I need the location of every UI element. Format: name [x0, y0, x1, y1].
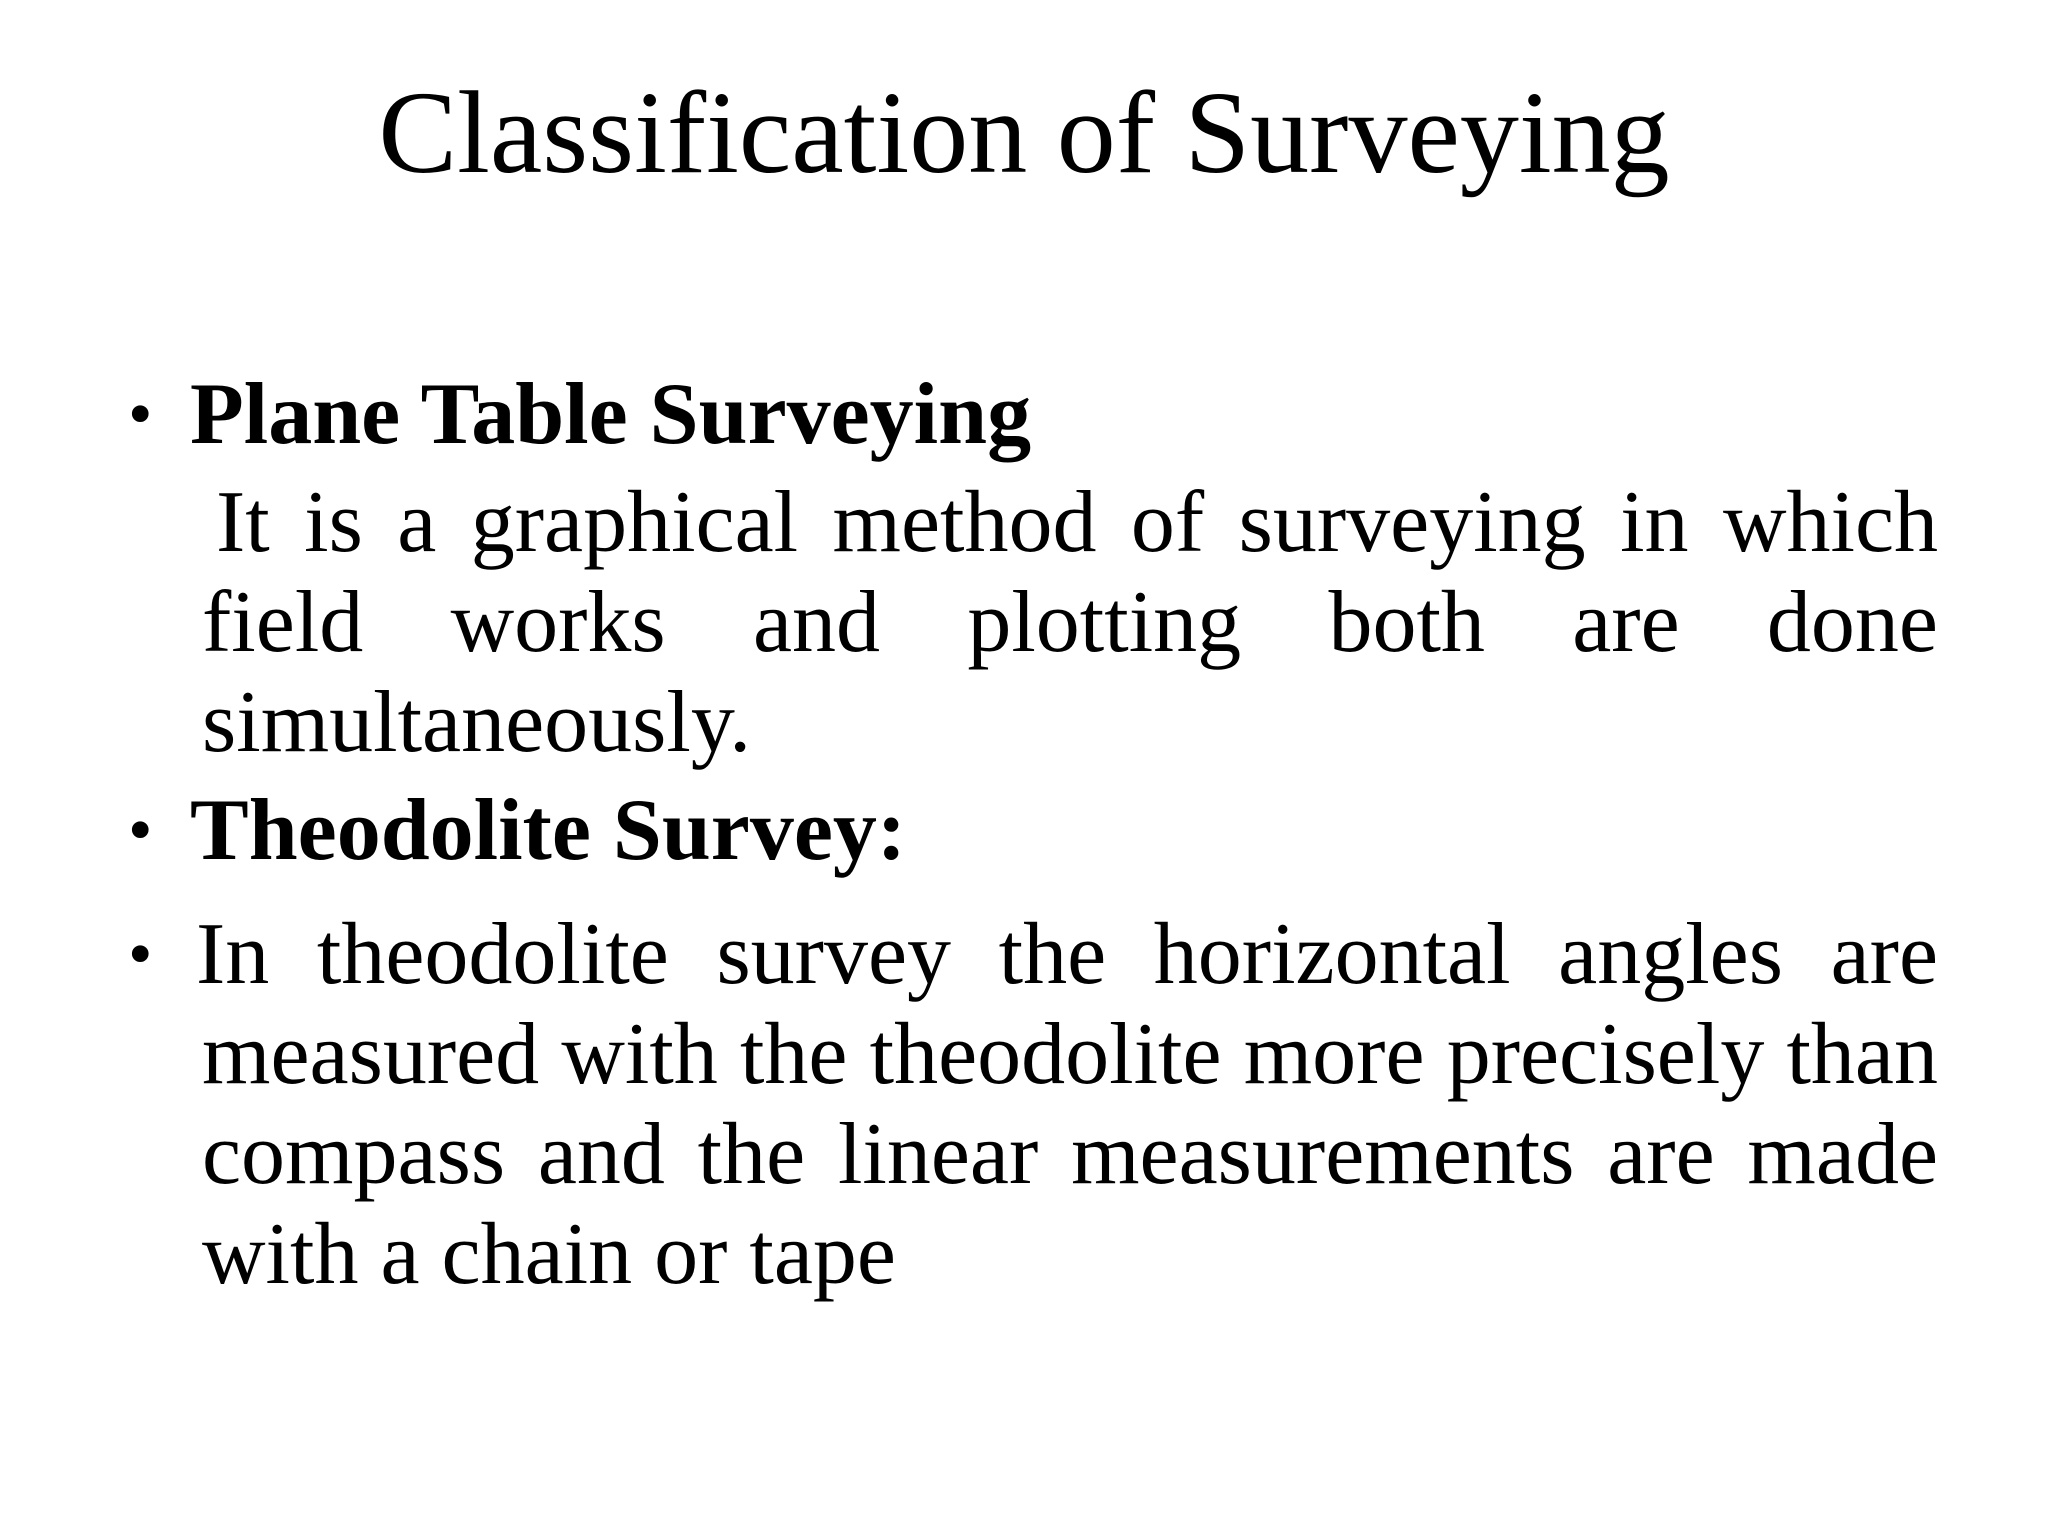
bullet-body: In theodolite survey the horizontal angles are measured with the theodolite more precisely than compass and the linear measurements are made with a chain or tape [196, 906, 1938, 1303]
plane-table-description [128, 473, 1938, 773]
bullet-heading: Plane Table Surveying [190, 366, 1032, 463]
bullet-item-plane-table [128, 365, 1938, 465]
bullet-icon: • [128, 792, 153, 869]
bullet-item-theodolite-description [128, 905, 1938, 1305]
bullet-icon: • [128, 376, 153, 453]
bullet-heading: Theodolite Survey: [190, 782, 907, 879]
slide-content [128, 365, 1938, 1305]
bullet-icon: • [128, 916, 153, 993]
bullet-item-theodolite [128, 781, 1938, 881]
bullet-body: It is a graphical method of surveying in which field works and plotting both are done simultaneously. [202, 474, 1938, 771]
slide-title: Classification of Surveying [378, 67, 1670, 198]
